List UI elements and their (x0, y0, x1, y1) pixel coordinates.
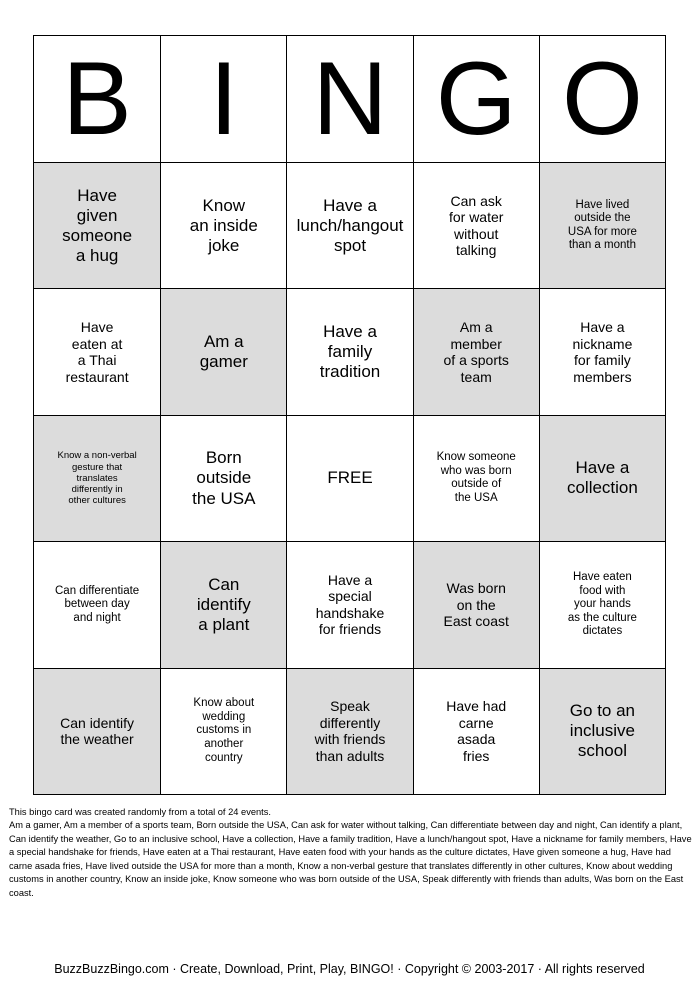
header-letter-n (286, 36, 412, 162)
bingo-cell-text: FREE (327, 468, 373, 488)
bingo-cell-text: Have lived outside the USA for more than a month (567, 198, 637, 252)
bingo-cell (34, 289, 160, 414)
bingo-cell (286, 289, 412, 414)
bingo-cell-text: Know an inside joke (189, 195, 258, 255)
header-letter: I (209, 41, 239, 157)
bingo-cell-text: Am a member of a sports team (443, 319, 509, 385)
bingo-row (34, 541, 665, 667)
header-letter-b (34, 36, 160, 162)
bingo-cell-text: Was born on the East coast (443, 580, 509, 630)
bingo-row (34, 668, 665, 794)
bingo-cell-text: Know about wedding customs in another country (193, 697, 255, 764)
bingo-row (34, 415, 665, 541)
bingo-cell (34, 542, 160, 667)
bingo-cell-text: Know someone who was born outside of the USA (436, 451, 516, 505)
bingo-cell (160, 289, 286, 414)
header-letter-g (413, 36, 539, 162)
bingo-cell-text: Have had carne asada fries (446, 698, 507, 764)
bingo-cell (539, 416, 665, 541)
bingo-cell-text: Can identify the weather (60, 714, 135, 748)
header-letter: N (312, 41, 388, 157)
bingo-cell-text: Speak differently with friends than adults (314, 698, 386, 764)
bingo-cell (34, 669, 160, 794)
bingo-cell-text: Have a collection (566, 458, 638, 498)
bingo-cell-text: Have a lunch/hangout spot (296, 195, 404, 255)
bingo-cell-text: Can ask for water without talking (448, 192, 504, 259)
page-footer: BuzzBuzzBingo.com · Create, Download, Print, Play, BINGO! · Copyright © 2003-2017 · All rights reserved (54, 962, 645, 976)
bingo-cell-text: Have a family tradition (319, 322, 381, 382)
bingo-header-row (34, 36, 665, 162)
header-letter-o (539, 36, 665, 162)
bingo-cell (286, 542, 412, 667)
bingo-cell-text: Am a gamer (199, 332, 248, 372)
bingo-cell-text: Born outside the USA (192, 448, 256, 508)
bingo-cell-text: Have a special handshake for friends (315, 571, 385, 638)
bingo-cell (413, 163, 539, 288)
bingo-cell (413, 289, 539, 414)
bingo-cell (539, 542, 665, 667)
bingo-cell (413, 416, 539, 541)
bingo-free-cell (286, 416, 412, 541)
events-description (9, 806, 693, 900)
header-letter: G (435, 41, 517, 157)
bingo-cell (160, 542, 286, 667)
bingo-cell (160, 416, 286, 541)
bingo-cell (34, 416, 160, 541)
bingo-cell-text: Can differentiate between day and night (55, 584, 140, 624)
bingo-cell-text: Go to an inclusive school (569, 701, 636, 761)
bingo-cell-text: Have eaten food with your hands as the culture dictates (567, 570, 637, 638)
events-intro: This bingo card was created randomly from a total of 24 events. (9, 807, 271, 817)
header-letter: B (62, 41, 132, 157)
bingo-cell-text: Can identify a plant (196, 574, 251, 634)
bingo-cell (160, 669, 286, 794)
bingo-cell (160, 163, 286, 288)
bingo-cell (413, 542, 539, 667)
bingo-cell (286, 669, 412, 794)
header-letter: O (561, 41, 643, 157)
bingo-row (34, 162, 665, 288)
bingo-cell (539, 163, 665, 288)
bingo-row (34, 288, 665, 414)
bingo-cell-text: Have given someone a hug (62, 185, 133, 265)
bingo-cell (539, 669, 665, 794)
header-letter-i (160, 36, 286, 162)
bingo-cell (286, 163, 412, 288)
bingo-cell (539, 289, 665, 414)
bingo-cell (413, 669, 539, 794)
bingo-grid (34, 162, 665, 794)
bingo-cell-text: Know a non-verbal gesture that translates differently in other cultures (57, 450, 137, 507)
bingo-cell (34, 163, 160, 288)
bingo-card (33, 35, 666, 795)
events-list: Am a gamer, Am a member of a sports team, Born outside the USA, Can ask for water without talking, Can differentiate between day and night, Can identify a plant, Can identify the weather, Go to an inclusive school, Have a collection, Have a family tradition, Have a lunch/hangout spot, Have a nickname for family members, Have a special handshake for friends, Have eaten at a Thai restaurant, Have eaten food with your hands as the culture dictates, Have given someone a hug, Have had carne asada fries, Have lived outside the USA for more than a month, Know a non-verbal gesture that translates differently in other cultures, Know about wedding customs in another country, Know an inside joke, Know someone who was born outside of the USA, Speak differently with friends than adults, Was born on the East coast. (9, 820, 692, 898)
bingo-cell-text: Have eaten at a Thai restaurant (65, 319, 129, 385)
bingo-cell-text: Have a nickname for family members (572, 319, 633, 385)
